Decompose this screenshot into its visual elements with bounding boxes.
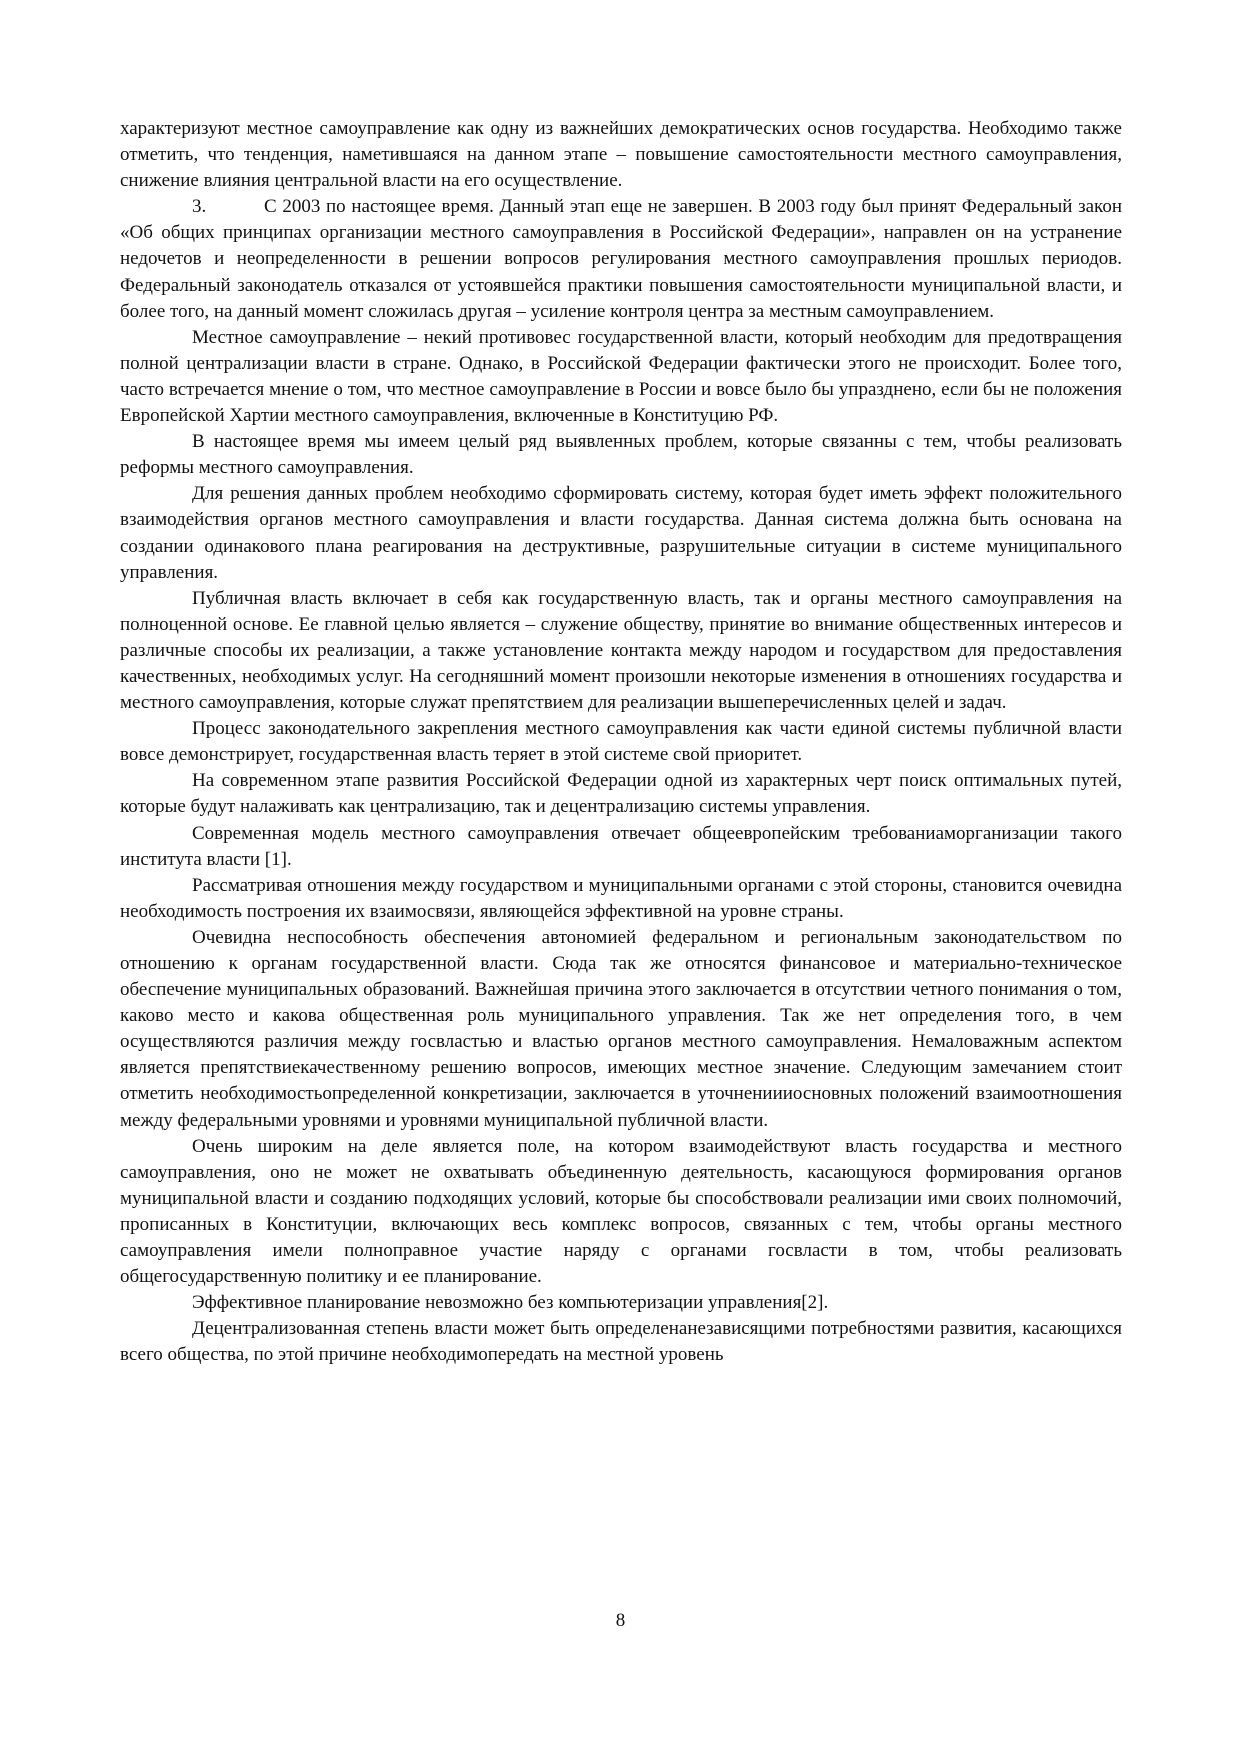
paragraph: Для решения данных проблем необходимо сформировать систему, которая будет иметь эффект положительного взаимодействия органов местного самоуправления и власти государства. Данная система должна быть основана на создании одинакового плана реагирования на деструктивные, разрушительные ситуации в системе муниципального управления. xyxy=(120,483,1122,583)
paragraph-text: С 2003 по настоящее время. Данный этап еще не завершен. В 2003 году был принят Федеральный закон «Об общих принципах организации местного самоуправления в Российской Федерации», направлен он на устранение недочетов и неопределенности в решении вопросов регулирования местного самоуправления прошлых периодов. Федеральный законодатель отказался от устоявшейся практики повышения самостоятельности муниципальной власти, и более того, на данный момент сложилась другая – усиление контроля центра за местным самоуправлением. xyxy=(120,196,1122,322)
paragraph: Очевидна неспособность обеспечения автономией федеральном и региональным законодательством по отношению к органам государственной власти. Сюда так же относятся финансовое и материально-техническое обеспечение муниципальных образований. Важнейшая причина этого заключается в отсутствии четного понимания о том, каково место и какова общественная роль муниципального управления. Так же нет определения того, в чем осуществляются различия между госвластью и властью органов местного самоуправления. Немаловажным аспектом является препятствиекачественному решению вопросов, имеющих местное значение. Следующим замечанием стоит отметить необходимостьопределенной конкретизации, заключается в уточнениииосновных положений взаимоотношения между федеральными уровнями и уровнями муниципальной публичной власти. xyxy=(120,926,1122,1131)
paragraph: Публичная власть включает в себя как государственную власть, так и органы местного самоуправления на полноценной основе. Ее главной целью является – служение обществу, принятие во внимание общественных интересов и различные способы их реализации, а также установление контакта между народом и государством для предоставления качественных, необходимых услуг. На сегодняшний момент произошли некоторые изменения в отношениях государства и местного самоуправления, которые служат препятствием для реализации вышеперечисленных целей и задач. xyxy=(120,587,1122,714)
paragraph: Процесс законодательного закрепления местного самоуправления как части единой системы публичной власти вовсе демонстрирует, государственная власть теряет в этой системе свой приоритет. xyxy=(120,718,1122,766)
paragraph: Местное самоуправление – некий противовес государственной власти, который необходим для предотвращения полной централизации власти в стране. Однако, в Российской Федерации фактически этого не происходит. Более того, часто встречается мнение о том, что местное самоуправление в России и вовсе было бы упразднено, если бы не положения Европейской Хартии местного самоуправления, включенные в Конституцию РФ. xyxy=(120,326,1122,427)
paragraph: Современная модель местного самоуправления отвечает общеевропейским требованиаморганизации такого института власти [1]. xyxy=(120,822,1122,870)
paragraph: Эффективное планирование невозможно без компьютеризации управления[2]. xyxy=(192,1292,829,1314)
paragraph: Рассматривая отношения между государством и муниципальными органами с этой стороны, становится очевидна необходимость построения их взаимосвязи, являющейся эффективной на уровне страны. xyxy=(120,874,1122,922)
numbered-paragraph xyxy=(120,194,1122,324)
paragraph: Децентрализованная степень власти может быть определенанезависящими потребностями развития, касающихся всего общества, по этой причине необходимопередать на местной уровень xyxy=(120,1318,1122,1366)
paragraph: В настоящее время мы имеем целый ряд выявленных проблем, которые связанны с тем, чтобы реализовать реформы местного самоуправления. xyxy=(120,431,1122,479)
body-text xyxy=(120,116,1122,1369)
page-number: 8 xyxy=(615,1610,626,1631)
paragraph: характеризуют местное самоуправление как одну из важнейших демократических основ государства. Необходимо также отметить, что тенденция, наметившаяся на данном этапе – повышение самостоятельности местного самоуправления, снижение влияния центральной власти на его осуществление. xyxy=(120,118,1122,192)
paragraph: На современном этапе развития Российской Федерации одной из характерных черт поиск оптимальных путей, которые будут налаживать как централизацию, так и децентрализацию системы управления. xyxy=(120,770,1122,818)
list-number: 3. xyxy=(192,196,207,218)
paragraph: Очень широким на деле является поле, на котором взаимодействуют власть государства и местного самоуправления, оно не может не охватывать объединенную деятельность, касающуюся формирования органов муниципальной власти и созданию подходящих условий, которые бы способствовали реализации ими своих полномочий, прописанных в Конституции, включающих весь комплекс вопросов, связанных с тем, чтобы органы местного самоуправления имели полноправное участие наряду с органами госвласти в том, чтобы реализовать общегосударственную политику и ее планирование. xyxy=(120,1135,1122,1288)
